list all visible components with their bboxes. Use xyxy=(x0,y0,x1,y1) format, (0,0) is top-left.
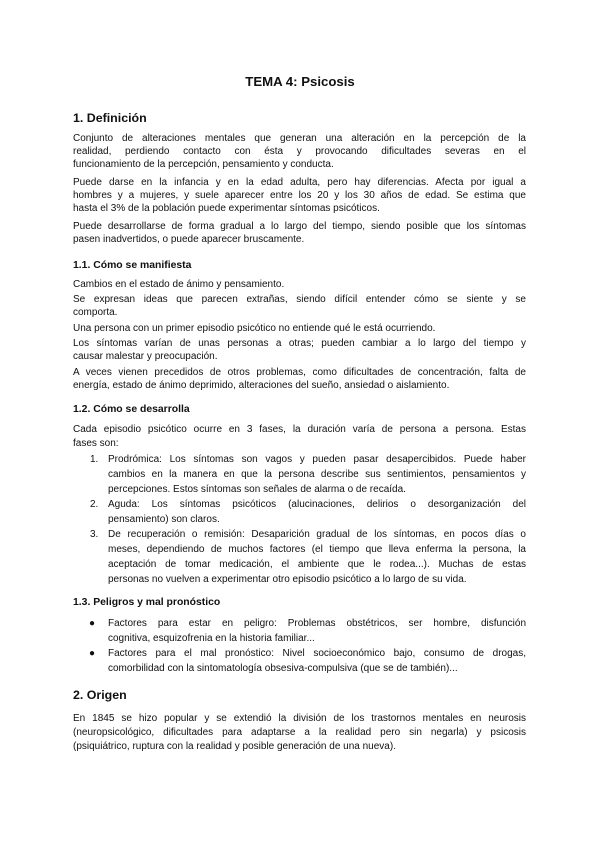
bullet-item-line: comorbilidad con la sintomatología obsesiva-compulsiva (que se de también)... xyxy=(108,663,458,674)
list-item-line: cambios en la manera en que la persona describe sus sentimientos, pensamientos y xyxy=(108,469,526,480)
paragraph-line: (neuropsicológico, dificultades para adaptarse a la realidad pero sin negarla) y psicosis xyxy=(73,727,526,738)
section-heading-origen: 2. Origen xyxy=(73,688,127,702)
paragraph-line: funcionamiento de la percepción, pensamiento y conducta. xyxy=(73,159,334,170)
paragraph-line: Cambios en el estado de ánimo y pensamiento. xyxy=(73,279,285,290)
paragraph-line: Los síntomas varían de unas personas a otras; pueden cambiar a lo largo del tiempo y xyxy=(73,338,526,349)
list-item-line: Aguda: Los síntomas psicóticos (alucinaciones, delirios o desorganización del xyxy=(108,499,526,510)
list-item-line: aceptación de tomar medicación, el ambiente que le rodea...). Muchas de estas xyxy=(108,559,526,570)
paragraph-line: Conjunto de alteraciones mentales que generan una alteración en la percepción de la xyxy=(73,133,526,144)
paragraph-line: causar malestar y preocupación. xyxy=(73,351,218,362)
list-item-line: De recuperación o remisión: Desaparición gradual de los síntomas, en pocos días o xyxy=(108,529,526,540)
paragraph-line: comporta. xyxy=(73,307,118,318)
paragraph-line: Cada episodio psicótico ocurre en 3 fases, la duración varía de persona a persona. Estas xyxy=(73,424,526,435)
paragraph-line: Puede desarrollarse de forma gradual a lo largo del tiempo, siendo posible que los síntomas xyxy=(73,221,526,232)
paragraph-line: energía, estado de ánimo deprimido, alteraciones del sueño, ansiedad o aislamiento. xyxy=(73,380,450,391)
list-number: 1. xyxy=(90,454,99,465)
paragraph-line: hasta el 3% de la población puede experimentar síntomas psicóticos. xyxy=(73,203,380,214)
bullet-item-line: cognitiva, esquizofrenia en la historia familiar... xyxy=(108,633,315,644)
bullet-icon: ● xyxy=(89,618,96,629)
paragraph-line: En 1845 se hizo popular y se extendió la división de los trastornos mentales en neurosis xyxy=(73,713,526,724)
list-item-line: Prodrómica: Los síntomas son vagos y pueden pasar desapercibidos. Puede haber xyxy=(108,454,526,465)
paragraph-line: Una persona con un primer episodio psicótico no entiende qué le está ocurriendo. xyxy=(73,323,436,334)
list-number: 2. xyxy=(90,499,99,510)
paragraph-line: fases son: xyxy=(73,438,119,449)
document-title: TEMA 4: Psicosis xyxy=(245,74,355,89)
list-item-line: percepciones. Estos síntomas son señales de alarma o de recaída. xyxy=(108,484,406,495)
list-item-line: meses, dependiendo de muchos factores (el tiempo que lleva enferma la persona, la xyxy=(108,544,526,555)
bullet-icon: ● xyxy=(89,648,96,659)
bullet-item-line: Factores para el mal pronóstico: Nivel socioeconómico bajo, consumo de drogas, xyxy=(108,648,526,659)
paragraph-line: realidad, perdiendo contacto con ésta y provocando dificultades severas en el xyxy=(73,146,526,157)
paragraph-line: hombres y a mujeres, y suele aparecer entre los 20 y los 30 años de edad. Se estima que xyxy=(73,190,526,201)
subsection-heading-peligros: 1.3. Peligros y mal pronóstico xyxy=(73,597,221,608)
subsection-heading-desarrolla: 1.2. Cómo se desarrolla xyxy=(73,404,190,415)
bullet-item-line: Factores para estar en peligro: Problemas obstétricos, ser hombre, disfunción xyxy=(108,618,526,629)
paragraph-line: (psiquiátrico, ruptura con la realidad y posible generación de una nueva). xyxy=(73,741,396,752)
list-number: 3. xyxy=(90,529,99,540)
section-heading-definicion: 1. Definición xyxy=(73,111,147,125)
paragraph-line: A veces vienen precedidos de otros problemas, como dificultades de concentración, falta de xyxy=(73,367,526,378)
paragraph-line: pasen inadvertidos, o puede aparecer bruscamente. xyxy=(73,234,305,245)
subsection-heading-manifiesta: 1.1. Cómo se manifiesta xyxy=(73,260,192,271)
list-item-line: pensamiento) son claros. xyxy=(108,514,220,525)
paragraph-line: Puede darse en la infancia y en la edad adulta, pero hay diferencias. Afecta por igual a xyxy=(73,177,526,188)
list-item-line: personas no vuelven a experimentar otro episodio psicótico a lo largo de su vida. xyxy=(108,574,467,585)
paragraph-line: Se expresan ideas que parecen extrañas, siendo difícil entender cómo se siente y se xyxy=(73,294,526,305)
